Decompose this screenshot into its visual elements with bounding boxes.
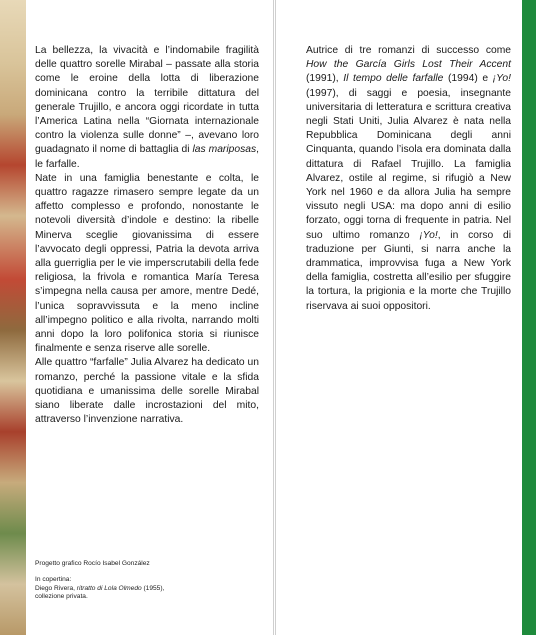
green-edge-band [522,0,536,635]
author-bio-column [306,44,511,314]
synopsis-paragraph-1: La bellezza, la vivacità e l’indomabile fragilità delle quattro sorelle Mirabal – passate alla storia come le eroine della lotta di liberazione dominicana contro la terribile dittatura del generale Trujillo, e ancora oggi ricordate in tutta l’America Latina nella “Giornata internazionale contro la violenza sulle donne” –, avevano loro guadagnato il nome di battaglia di las mariposas, le farfalle. [35,45,260,170]
cover-credit: In copertina: Diego Rivera, ritratto di Lola Olmedo (1955), collezione privata. [35,576,165,601]
spine-fold [273,0,276,635]
colophon-credits [35,560,255,602]
design-credit: Progetto grafico Rocío Isabel González [35,560,150,567]
cover-painting-edge [0,0,26,635]
synopsis-paragraph-2: Nate in una famiglia benestante e colta, le quattro ragazze rimasero sempre legate da un affetto complesso e profondo, nonostante le notevoli diversità d’indole e destino: la ribelle Minerva sceglie giovanissima di essere l’avvocato degli oppressi, Patria la devota arriva alla guerriglia per le vie imperscrutabili della fede religiosa, la frivola e romantica María Teresa s’impegna nella causa per amore, mentre Dedé, l’unica sopravvissuta e la meno incline all’impegno politico e alla rivolta, narrando molti anni dopo la loro polifonica storia si riunisce finalmente e senza riserve alle sorelle. [35,172,259,355]
synopsis-paragraph-3: Alle quattro “farfalle” Julia Alvarez ha dedicato un romanzo, perché la passione vitale e la sfida quotidiana e umanissima delle sorelle Mirabal siano liberate dalle incrostazioni del mito, attraverso l’invenzione narrativa. [35,357,259,426]
synopsis-column [35,44,259,427]
author-bio-paragraph: Autrice di tre romanzi di successo come How the García Girls Lost Their Accent (1991), Il tempo delle farfalle (1994) e ¡Yo! (1997), di saggi e poesia, insegnante universitaria di letteratura e scrittura creativa negli Stati Uniti, Julia Alvarez è nata nella Repubblica Dominicana degli anni Cinquanta, quando l’isola era dominata dalla dittatura di Rafael Trujillo. La famiglia Alvarez, ostile al regime, si rifugiò a New York nel 1960 e da allora Julia ha sempre vissuto negli USA: ma dopo anni di esilio forzato, oggi torna di frequente in patria. Nel suo ultimo romanzo ¡Yo!, in corso di traduzione per Giunti, si narra anche la drammatica, improvvisa fuga a New York della famiglia, costretta all’esilio per sfuggire la tortura, la prigionia e la morte che Trujillo riservava ai suoi oppositori. [306,45,512,312]
